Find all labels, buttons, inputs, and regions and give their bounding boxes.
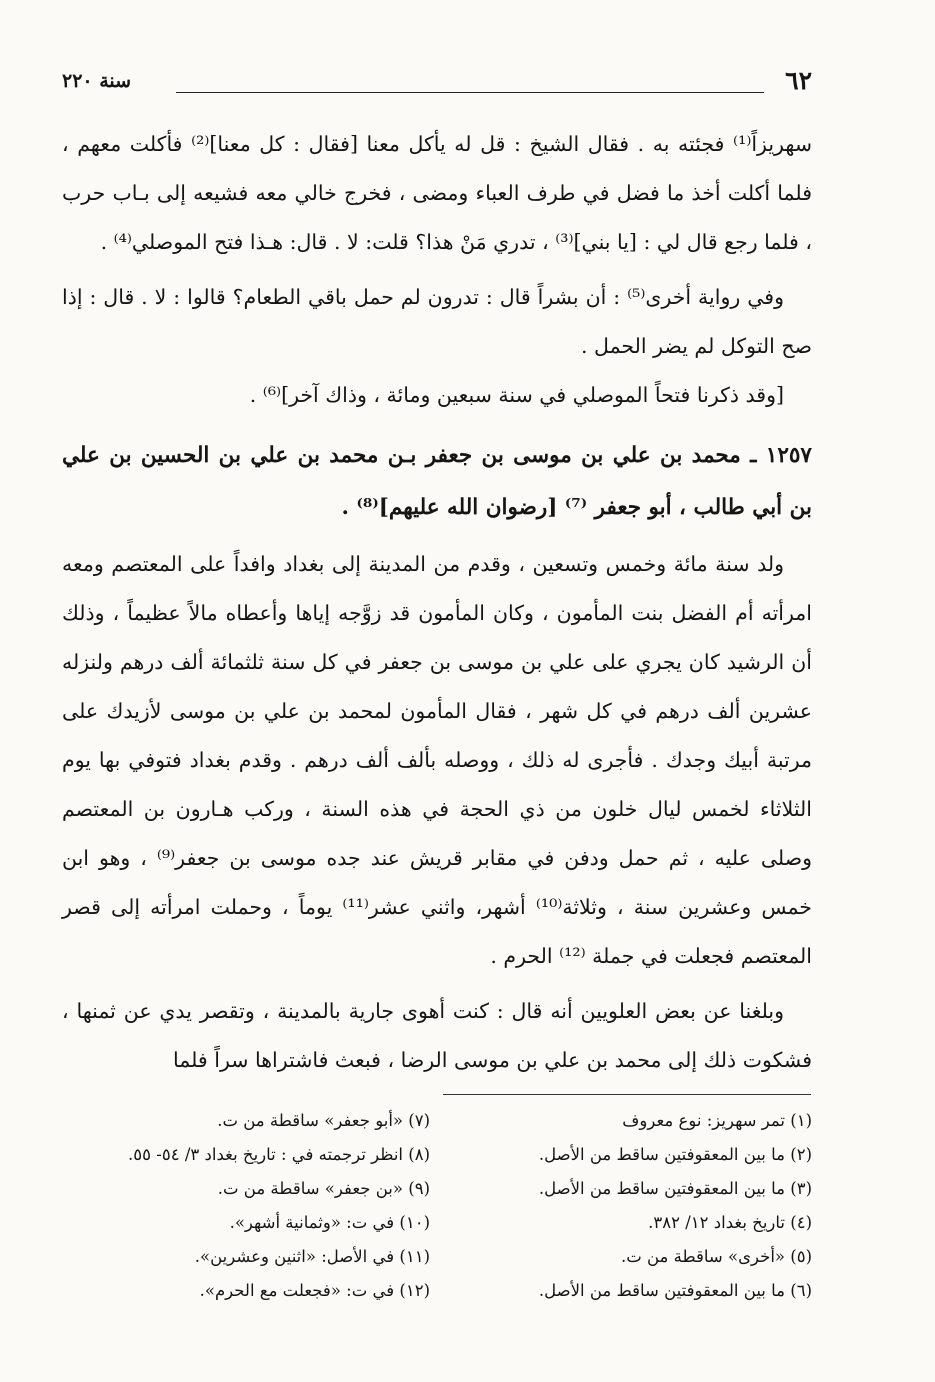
running-header: [62, 64, 812, 98]
footnote-separator: [443, 1094, 811, 1095]
footnote: (٦) ما بين المعقوفتين ساقط من الأصل.: [538, 1281, 812, 1300]
paragraph: سهريزاً⁽¹⁾ فجئته به . فقال الشيخ : قل له يأكل معنا [فقال : كل معنا]⁽²⁾ فأكلت معهم ، فلما أكلت أخذ ما فضل في طرف العباء ومضى ، فخرج خالي معه فشيعه إلى بـاب حرب ، فلما رجع قال لي : [يا بني]⁽³⁾ ، تدري مَنْ هذا؟ قلت: لا . قال: هـذا فتح الموصلي⁽⁴⁾ .: [62, 132, 812, 254]
paragraph: [وقد ذكرنا فتحاً الموصلي في سنة سبعين ومائة ، وذاك آخر]⁽⁶⁾ .: [249, 383, 784, 407]
footnote: (٣) ما بين المعقوفتين ساقط من الأصل.: [538, 1179, 812, 1198]
footnotes-column-right: [452, 1104, 812, 1308]
biography-entry-heading: [62, 430, 812, 534]
entry-dash: ـ: [740, 443, 757, 468]
footnote: (١٢) في ت: «فجعلت مع الحرم».: [199, 1281, 430, 1300]
footnote: (٢) ما بين المعقوفتين ساقط من الأصل.: [538, 1145, 812, 1164]
paragraph: وفي رواية أخرى⁽⁵⁾ : أن بشراً قال : تدرون لم حمل باقي الطعام؟ قالوا : لا . قال : إذا صح التوكل لم يضر الحمل .: [62, 285, 812, 358]
footnote: (١٠) في ت: «وثمانية أشهر».: [229, 1213, 430, 1232]
footnote: (٥) «أخرى» ساقطة من ت.: [620, 1247, 812, 1266]
page-number: ٦٢: [785, 66, 812, 95]
entry-number: ١٢٥٧: [765, 443, 812, 468]
footnote: (٧) «أبو جعفر» ساقطة من ت.: [217, 1111, 430, 1130]
book-page: [62, 64, 812, 1085]
paragraph: وبلغنا عن بعض العلويين أنه قال : كنت أهوى جارية بالمدينة ، وتقصر يدي عن ثمنها ، فشكوت ذلك إلى محمد بن علي بن موسى الرضا ، فبعث فاشتراها سراً فلما: [62, 999, 812, 1072]
footnote: (٨) انظر ترجمته في : تاريخ بغداد ٣/ ٥٤- ٥٥.: [128, 1145, 430, 1164]
footnote: (١١) في الأصل: «اثنين وعشرين».: [194, 1247, 430, 1266]
main-text: [62, 120, 812, 1085]
entry-title: محمد بن علي بن موسى بن جعفر بـن محمد بن علي بن الحسين بن علي بن أبي طالب ، أبو جعفر ⁽⁷⁾ [رضوان الله عليهم]⁽⁸⁾ .: [62, 443, 812, 520]
footnotes-column-left: [70, 1104, 430, 1308]
footnote: (٩) «بن جعفر» ساقطة من ت.: [217, 1179, 430, 1198]
footnote: (٤) تاريخ بغداد ١٢/ ٣٨٢.: [648, 1213, 812, 1232]
paragraph: ولد سنة مائة وخمس وتسعين ، وقدم من المدينة إلى بغداد وافداً على المعتصم ومعه امرأته أم الفضل بنت المأمون ، وكان المأمون قد زوَّجه إياها وأعطاه مالاً عظيماً ، وذلك أن الرشيد كان يجري على علي بن موسى بن جعفر في كل سنة ثلثمائة ألف درهم ولنزله عشرين ألف درهم في كل شهر ، فقال المأمون لمحمد بن علي بن موسى لأزيدك على مرتبة أبيك وجدك . فأجرى له ذلك ، ووصله بألف ألف درهم . وقدم بغداد فتوفي بها يوم الثلاثاء لخمس ليال خلون من ذي الحجة في هذه السنة ، وركب هـارون بن المعتصم وصلى عليه ، ثم حمل ودفن في مقابر قريش عند جده موسى بن جعفر⁽⁹⁾ ، وهو ابن خمس وعشرين سنة ، وثلاثة⁽¹⁰⁾ أشهر، واثني عشر⁽¹¹⁾ يوماً ، وحملت امرأته إلى قصر المعتصم فجعلت في جملة ⁽¹²⁾ الحرم .: [62, 552, 812, 968]
running-title: سنة ٢٢٠: [62, 70, 132, 92]
header-rule: [176, 92, 764, 93]
footnote: (١) تمر سهريز: نوع معروف: [622, 1111, 812, 1130]
